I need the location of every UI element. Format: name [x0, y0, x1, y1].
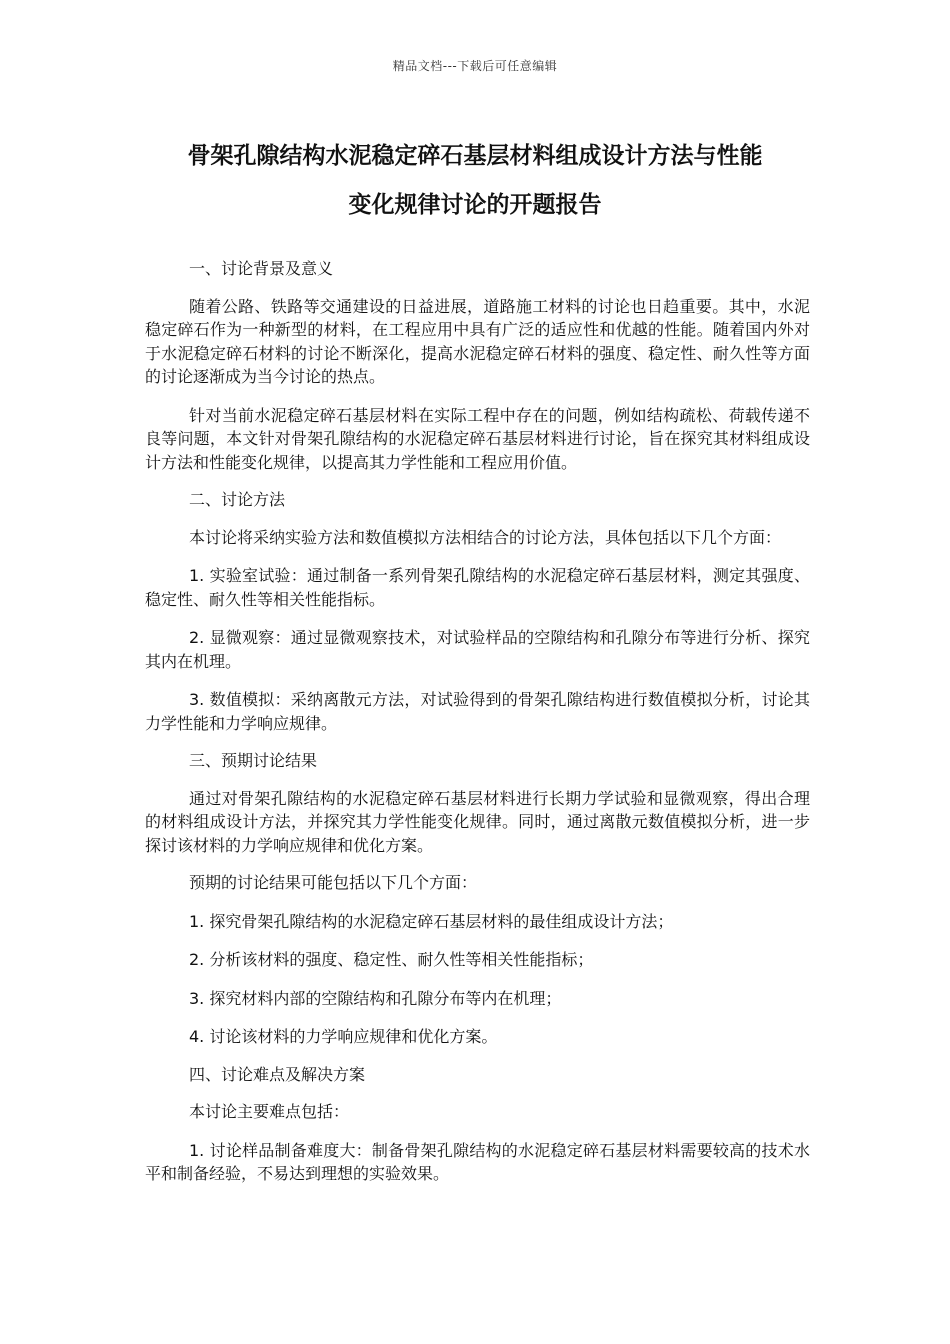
paragraph-background-2: 针对当前水泥稳定碎石基层材料在实际工程中存在的问题，例如结构疏松、荷载传递不良等问题，本文针对骨架孔隙结构的水泥稳定碎石基层材料进行讨论，旨在探究其材料组成设计方法和性能变化规律，以提高其力学性能和工程应用价值。	[145, 405, 810, 472]
paragraph-background-1: 随着公路、铁路等交通建设的日益进展，道路施工材料的讨论也日趋重要。其中，水泥稳定碎石作为一种新型的材料，在工程应用中具有广泛的适应性和优越的性能。随着国内外对于水泥稳定碎石材料的讨论不断深化，提高水泥稳定碎石材料的强度、稳定性、耐久性等方面的讨论逐渐成为当今讨论的热点。	[145, 296, 810, 386]
list-item-result-4: 4. 讨论该材料的力学响应规律和优化方案。	[189, 1027, 498, 1046]
list-item-result-3: 3. 探究材料内部的空隙结构和孔隙分布等内在机理；	[189, 988, 562, 1008]
section-heading-difficulties: 四、讨论难点及解决方案	[189, 1064, 366, 1084]
list-item-result-1: 1. 探究骨架孔隙结构的水泥稳定碎石基层材料的最佳组成设计方法；	[189, 911, 674, 931]
list-item-difficulty-1: 1. 讨论样品制备难度大：制备骨架孔隙结构的水泥稳定碎石基层材料需要较高的技术水平和制备经验，不易达到理想的实验效果。	[145, 1140, 810, 1183]
paragraph-methods-intro: 本讨论将采纳实验方法和数值模拟方法相结合的讨论方法，具体包括以下几个方面：	[189, 527, 782, 547]
document-title-line-1: 骨架孔隙结构水泥稳定碎石基层材料组成设计方法与性能	[187, 143, 763, 169]
document-body	[145, 257, 810, 1186]
page-header: 精品文档---下载后可任意编辑	[392, 59, 558, 73]
section-heading-expected-results: 三、预期讨论结果	[189, 751, 318, 770]
list-item-lab-test: 1. 实验室试验：通过制备一系列骨架孔隙结构的水泥稳定碎石基层材料，测定其强度、稳定性、耐久性等相关性能指标。	[145, 566, 810, 609]
list-item-microscopy: 2. 显微观察：通过显微观察技术，对试验样品的空隙结构和孔隙分布等进行分析、探究其内在机理。	[145, 628, 810, 671]
paragraph-expected-results: 通过对骨架孔隙结构的水泥稳定碎石基层材料进行长期力学试验和显微观察，得出合理的材料组成设计方法，并探究其力学性能变化规律。同时，通过离散元数值模拟分析，进一步探讨该材料的力学响应规律和优化方案。	[145, 788, 810, 855]
section-heading-background: 一、讨论背景及意义	[189, 259, 334, 278]
list-item-result-2: 2. 分析该材料的强度、稳定性、耐久性等相关性能指标；	[189, 950, 594, 969]
paragraph-difficulties-intro: 本讨论主要难点包括：	[189, 1102, 350, 1121]
section-heading-methods: 二、讨论方法	[189, 490, 286, 509]
document-title-line-2: 变化规律讨论的开题报告	[348, 192, 602, 218]
list-item-numerical-simulation: 3. 数值模拟：采纳离散元方法，对试验得到的骨架孔隙结构进行数值模拟分析，讨论其力学性能和力学响应规律。	[145, 690, 810, 733]
paragraph-expected-results-intro: 预期的讨论结果可能包括以下几个方面：	[189, 873, 478, 892]
document-title	[120, 132, 830, 230]
